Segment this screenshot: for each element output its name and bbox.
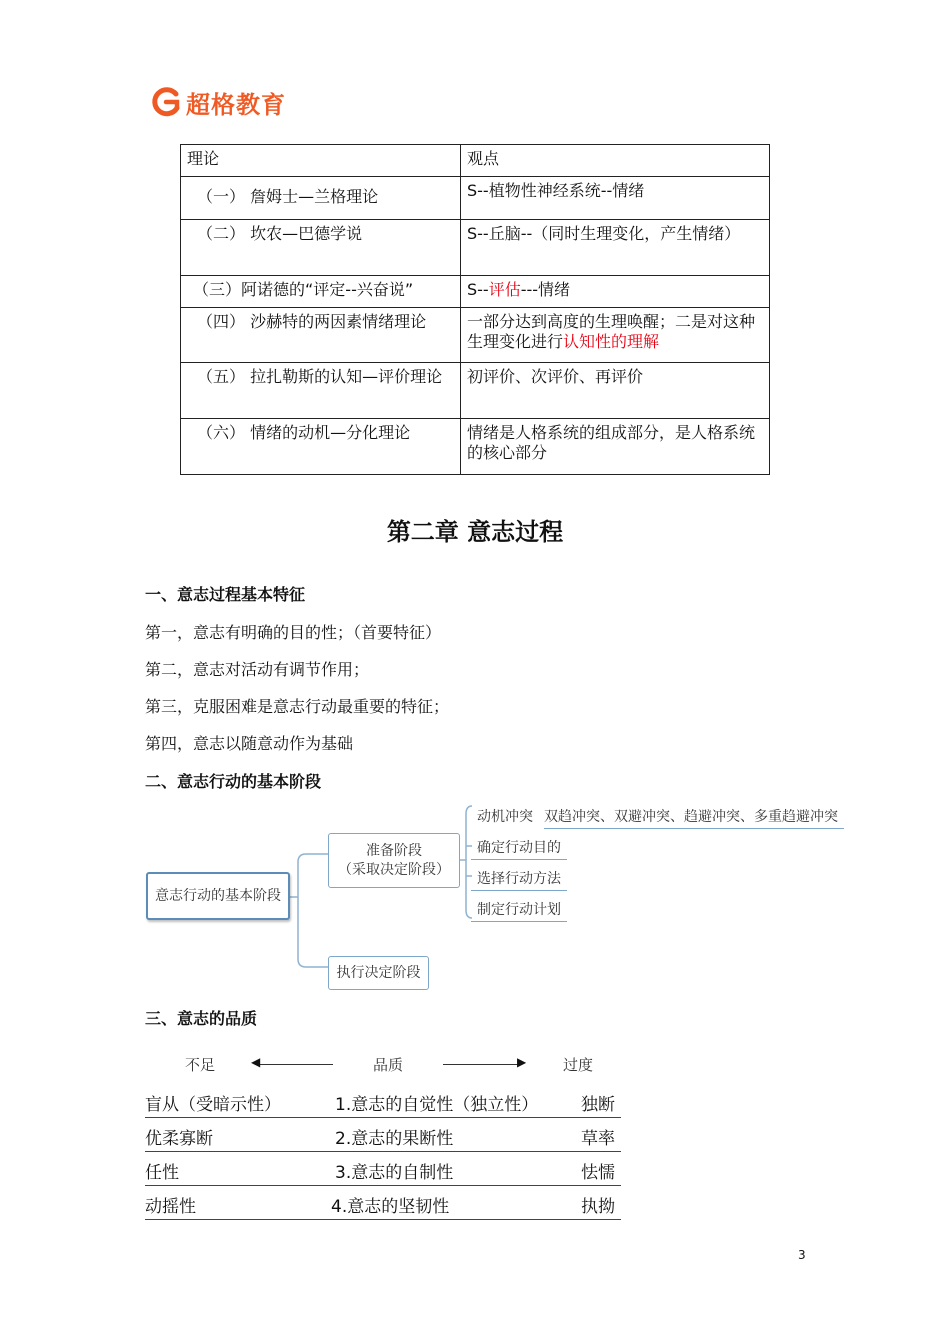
theory-cell: （五） 拉扎勒斯的认知—评价理论: [181, 363, 461, 419]
view-highlight: 评估: [488, 280, 521, 299]
page-number: 3: [798, 1248, 806, 1262]
brand-name: 超格教育: [186, 90, 286, 119]
leaf-label: 动机冲突: [477, 809, 533, 825]
deficit-cell: 盲从（受暗示性）: [145, 1095, 281, 1115]
view-text: S--: [467, 280, 489, 299]
excess-cell: 草率: [581, 1129, 615, 1149]
table-header-view: 观点: [461, 145, 770, 177]
theory-cell: （六） 情绪的动机—分化理论: [181, 419, 461, 475]
quality-head-excess: 过度: [563, 1056, 594, 1074]
section-title: 二、意志行动的基本阶段: [145, 772, 322, 791]
theory-cell: （四） 沙赫特的两因素情绪理论: [181, 308, 461, 363]
view-text: 一部分达到高度的生理唤醒；二是对这种生理变化进行: [467, 312, 756, 351]
table-row: [181, 308, 770, 363]
chapter-title: 第二章 意志过程: [386, 518, 564, 546]
quality-head-quality: 品质: [373, 1056, 404, 1074]
table-row: [181, 220, 770, 276]
right-arrow-line: [443, 1064, 521, 1065]
table-row: [181, 363, 770, 419]
paragraph-line: 第三，克服困难是意志行动最重要的特征；: [145, 697, 450, 716]
table-row: [181, 177, 770, 220]
theory-cell: （二） 坎农—巴德学说: [181, 220, 461, 276]
excess-cell: 怯懦: [581, 1163, 615, 1183]
quality-row: [145, 1124, 621, 1152]
quality-row: [145, 1192, 621, 1220]
quality-head-deficit: 不足: [185, 1056, 216, 1074]
mindmap-root-node: 意志行动的基本阶段: [146, 872, 290, 920]
quality-cell: 2.意志的果断性: [335, 1129, 454, 1149]
quality-row: [145, 1090, 621, 1118]
mindmap-leaf-goal: 确定行动目的: [471, 837, 567, 860]
quality-cell: 3.意志的自制性: [335, 1163, 454, 1183]
mindmap-leaf-conflict-types: 双趋冲突、双避冲突、趋避冲突、多重趋避冲突: [544, 806, 844, 829]
view-cell: 情绪是人格系统的组成部分，是人格系统的核心部分: [461, 419, 770, 475]
mindmap-prep-node: [328, 833, 460, 888]
view-cell: S--植物性神经系统--情绪: [461, 177, 770, 220]
table-row: [181, 276, 770, 308]
theory-cell: （三）阿诺德的“评定--兴奋说”: [181, 276, 461, 308]
paragraph-line: 第一，意志有明确的目的性；（首要特征）: [145, 623, 442, 642]
view-highlight: 认知性的理解: [563, 332, 660, 351]
view-text: ---情绪: [520, 280, 571, 299]
table-row: [181, 419, 770, 475]
quality-row: [145, 1158, 621, 1186]
right-arrow-icon: ▶: [517, 1055, 527, 1069]
theory-table: [180, 144, 770, 475]
table-header-theory: 理论: [181, 145, 461, 177]
mindmap-leaf-plan: 制定行动计划: [471, 899, 567, 922]
view-cell: [461, 308, 770, 363]
left-arrow-icon: ◀: [251, 1055, 261, 1069]
paragraph-line: 第二，意志对活动有调节作用；: [145, 660, 370, 679]
prep-node-line: 准备阶段: [366, 842, 422, 859]
table-header-row: [181, 145, 770, 177]
section-title: 三、意志的品质: [145, 1009, 258, 1028]
deficit-cell: 优柔寡断: [145, 1129, 213, 1149]
theory-cell: （一） 詹姆士—兰格理论: [181, 177, 461, 220]
deficit-cell: 任性: [145, 1163, 179, 1183]
mindmap-exec-node: 执行决定阶段: [328, 956, 429, 990]
view-cell: S--丘脑--（同时生理变化，产生情绪）: [461, 220, 770, 276]
brand-logo-icon: [150, 86, 182, 118]
excess-cell: 独断: [581, 1095, 615, 1115]
stage-mindmap: [140, 800, 840, 1000]
mindmap-leaf-method: 选择行动方法: [471, 868, 567, 891]
excess-cell: 执拗: [581, 1197, 615, 1217]
brand-logo: [150, 84, 286, 120]
view-cell: 初评价、次评价、再评价: [461, 363, 770, 419]
view-cell: [461, 276, 770, 308]
quality-cell: 1.意志的自觉性（独立性）: [335, 1095, 539, 1115]
left-arrow-line: [255, 1064, 333, 1065]
section-title: 一、意志过程基本特征: [145, 585, 306, 604]
paragraph-line: 第四，意志以随意动作为基础: [145, 734, 354, 753]
prep-node-line: （采取决定阶段）: [338, 861, 450, 878]
deficit-cell: 动摇性: [145, 1197, 196, 1217]
mindmap-leaf-conflict: [471, 806, 539, 828]
quality-table: [145, 1044, 635, 1224]
quality-cell: 4.意志的坚韧性: [331, 1197, 450, 1217]
